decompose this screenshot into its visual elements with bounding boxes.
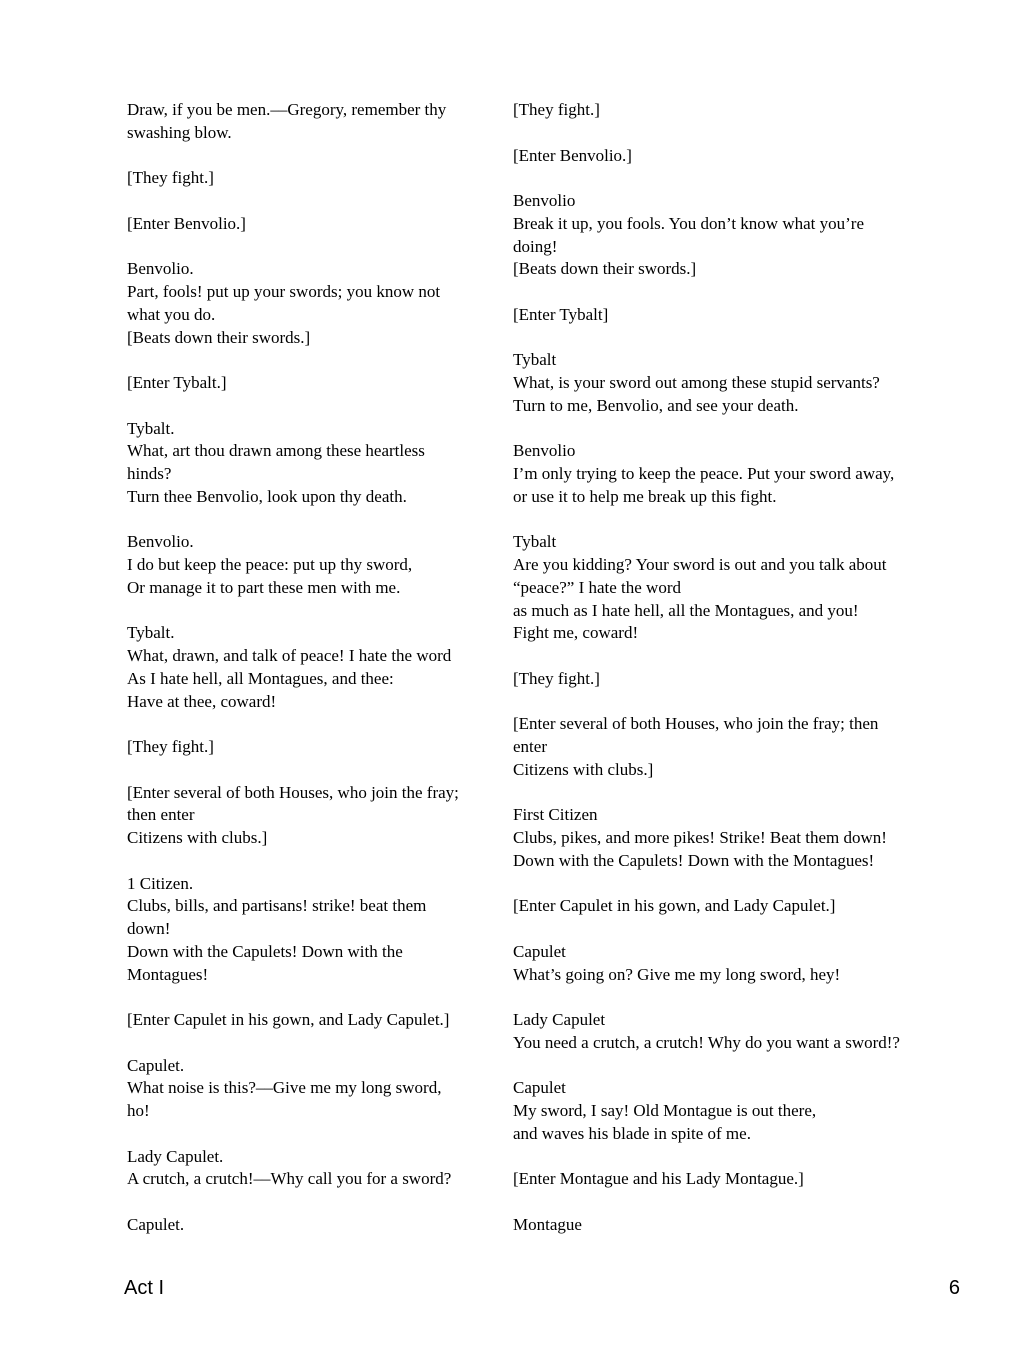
text-line: [Enter Capulet in his gown, and Lady Capulet.] [127,1010,450,1029]
text-line [513,873,983,896]
text-line: Down with the Capulets! Down with the Montagues! [513,850,875,870]
text-line: [They fight.] [127,737,214,756]
text-line [513,918,983,941]
text-line: Clubs, bills, and partisans! strike! beat them [127,896,427,916]
text-line: Tybalt. [127,623,175,643]
text-line: Capulet. [127,1214,185,1234]
text-line: I’m only trying to keep the peace. Put your sword away, [513,464,895,483]
text-line: Montague [513,1214,582,1234]
text-line [127,986,507,1009]
text-line: Are you kidding? Your sword is out and you talk about [513,555,887,574]
text-line: doing! [513,236,558,256]
text-line [513,327,983,350]
footer-page-number: 6 [948,1277,960,1299]
text-line: hinds? [127,464,172,483]
text-line: Clubs, pikes, and more pikes! Strike! Beat them down! [513,828,887,847]
text-line [127,145,507,168]
text-line: Draw, if you be men.––Gregory, remember thy [127,100,447,119]
text-line [127,190,507,213]
text-line: down! [127,919,171,938]
text-line [127,759,507,782]
text-line: Lady Capulet. [127,1146,224,1166]
text-line: What, art thou drawn among these heartless [127,441,425,461]
text-line [127,1191,507,1214]
text-line: Have at thee, coward! [127,691,277,711]
text-line: [Enter Montague and his Lady Montague.] [513,1169,804,1189]
text-line: Benvolio. [127,259,194,279]
text-line: [Enter Capulet in his gown, and Lady Capulet.] [513,896,836,916]
text-line [513,167,983,190]
text-line: enter [513,737,547,756]
text-line: [Enter Benvolio.] [127,213,246,233]
text-line: What noise is this?––Give me my long sword, [127,1078,442,1098]
text-line: Benvolio [513,191,576,210]
text-line: [Enter several of both Houses, who join the fray; then [513,714,879,734]
text-line: 1 Citizen. [127,873,194,893]
text-line: Tybalt. [127,418,175,438]
text-line: [They fight.] [513,100,600,119]
text-line [127,509,507,532]
text-line: What, drawn, and talk of peace! I hate the word [127,646,452,665]
text-line: You need a crutch, a crutch! Why do you want a sword!? [513,1032,900,1052]
text-line [127,850,507,873]
text-line: Capulet [513,1078,566,1098]
text-line: [Enter Tybalt.] [127,373,227,392]
text-line: As I hate hell, all Montagues, and thee: [127,668,394,688]
text-line: What, is your sword out among these stupid servants? [513,373,880,392]
text-line: [Enter several of both Houses, who join the fray; [127,782,459,802]
text-line [513,509,983,532]
text-line: My sword, I say! Old Montague is out there, [513,1101,817,1120]
text-line [513,986,983,1009]
text-line [513,782,983,805]
text-line: [Beats down their swords.] [127,327,311,347]
text-line [513,1191,983,1214]
text-line: Capulet [513,941,566,961]
text-line: Turn to me, Benvolio, and see your death. [513,395,799,415]
text-line: ho! [127,1101,150,1120]
text-line: Citizens with clubs.] [127,828,268,847]
text-line: swashing blow. [127,122,232,142]
text-line: Part, fools! put up your swords; you know not [127,282,441,301]
text-line [513,1146,983,1169]
text-line: Or manage it to part these men with me. [127,577,401,597]
text-line: Down with the Capulets! Down with the [127,941,403,961]
text-line: Benvolio [513,441,576,461]
text-line: Tybalt [513,532,557,552]
text-line: Benvolio. [127,532,194,552]
text-line: [Beats down their swords.] [513,259,697,279]
text-line: I do but keep the peace: put up thy sword, [127,555,413,574]
text-line: Montagues! [127,964,209,984]
text-line: [They fight.] [127,168,214,188]
text-line: then enter [127,805,195,825]
text-line: [Enter Tybalt] [513,304,609,324]
text-line: First Citizen [513,805,598,825]
text-line: [They fight.] [513,668,600,688]
text-line: and waves his blade in spite of me. [513,1123,751,1143]
text-line [513,691,983,714]
text-line: Turn thee Benvolio, look upon thy death. [127,486,407,506]
text-line: Citizens with clubs.] [513,759,654,779]
text-line: [Enter Benvolio.] [513,145,632,165]
footer-act-label: Act I [124,1277,165,1299]
text-line: Lady Capulet [513,1010,606,1029]
text-line: “peace?” I hate the word [513,577,681,597]
text-line: Capulet. [127,1055,185,1075]
text-line [127,349,507,372]
text-line: what you do. [127,304,216,324]
text-line: What’s going on? Give me my long sword, hey! [513,964,841,984]
text-line: as much as I hate hell, all the Montagues, and you! [513,600,859,620]
text-line [513,122,983,145]
text-line [513,1055,983,1078]
text-line [127,1123,507,1146]
text-line [127,600,507,623]
modern-translation-column [513,99,983,1237]
text-line [127,713,507,736]
text-line [513,418,983,441]
text-line [513,281,983,304]
text-line: Tybalt [513,350,557,370]
text-line: A crutch, a crutch!––Why call you for a sword? [127,1169,452,1189]
text-line: or use it to help me break up this fight. [513,486,777,506]
original-text-column [127,99,507,1237]
text-line [127,236,507,259]
text-line: Break it up, you fools. You don’t know what you’re [513,213,864,233]
text-line [513,645,983,668]
text-line: Fight me, coward! [513,623,639,643]
text-line [127,1032,507,1055]
text-line [127,395,507,418]
